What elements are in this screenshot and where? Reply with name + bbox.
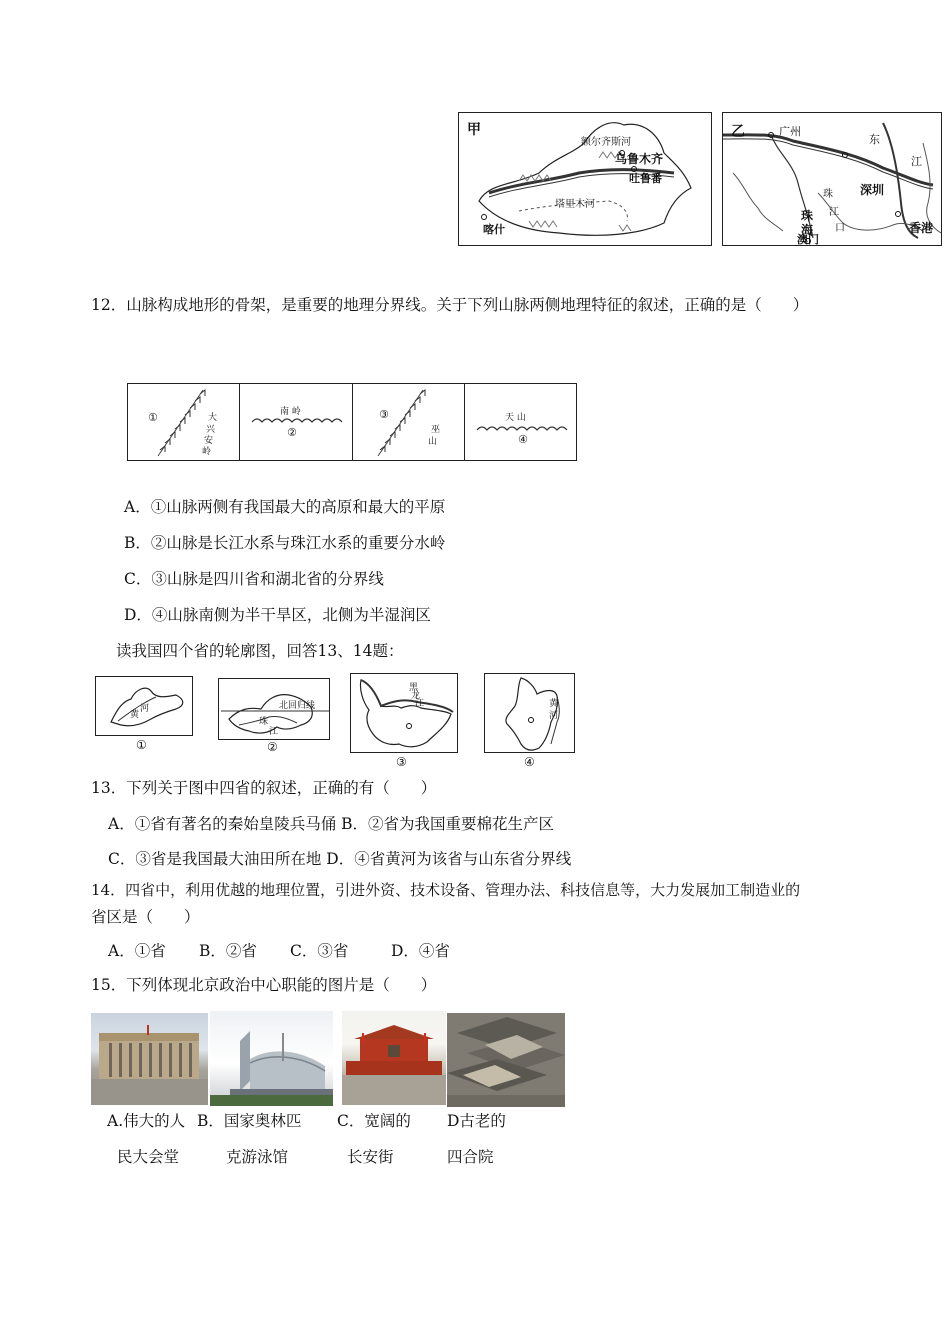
map-label-dongjiang-1: 东 bbox=[869, 133, 880, 146]
province-2-label-3: 江 bbox=[269, 727, 279, 737]
map-label-guangzhou: 广州 bbox=[779, 125, 801, 138]
q14-option-c: C．③省 bbox=[290, 942, 349, 960]
map-label-zhujiangkou-2: 江 bbox=[829, 207, 839, 218]
q12-option-b: B．②山脉是长江水系与珠江水系的重要分水岭 bbox=[124, 534, 446, 552]
province-2-label-1: 北回归线 bbox=[279, 701, 316, 711]
province-3-label-3: 江 bbox=[415, 699, 425, 709]
intro-13-14: 读我国四个省的轮廓图，回答13、14题： bbox=[116, 642, 404, 660]
province-panel-2 bbox=[218, 678, 330, 740]
q15-caption-b-line-2: 克游泳馆 bbox=[226, 1148, 289, 1166]
map-label-macau: 澳门 bbox=[797, 233, 819, 246]
q12-option-a: A．①山脉两侧有我国最大的高原和最大的平原 bbox=[124, 498, 446, 516]
province-4-label-2: 河 bbox=[549, 711, 559, 721]
province-1-label-2: 河 bbox=[140, 704, 150, 714]
q15-caption-d-line-1: D古老的 bbox=[447, 1112, 506, 1130]
panel-3-name-2: 山 bbox=[428, 437, 438, 447]
q14-option-a: A．①省 bbox=[108, 942, 166, 960]
panel-1-name-1: 大 bbox=[208, 413, 218, 423]
photo-olympic-swimming bbox=[210, 1011, 333, 1106]
panel-2-number: ② bbox=[287, 426, 297, 439]
q15-caption-b-line-1: B．国家奥林匹 bbox=[197, 1112, 302, 1130]
province-number-2: ② bbox=[267, 740, 278, 754]
q15-caption-a-line-2: 民大会堂 bbox=[117, 1148, 180, 1166]
q14-stem-line-2: 省区是（ ） bbox=[91, 908, 200, 926]
province-1-label-1: 黄 bbox=[130, 710, 140, 720]
province-number-4: ④ bbox=[524, 755, 535, 769]
map-label-urumqi: 乌鲁木齐 bbox=[615, 152, 664, 166]
map-label-zhuhai-1: 珠 bbox=[801, 209, 814, 223]
photo-siheyuan bbox=[447, 1013, 565, 1107]
q13-options-line-1: A．①省有著名的秦始皇陵兵马俑 B．②省为我国重要棉花生产区 bbox=[108, 815, 555, 833]
province-3-label-1: 黑 bbox=[409, 683, 419, 693]
panel-3-number: ③ bbox=[379, 408, 389, 421]
q12-option-c: C．③山脉是四川省和湖北省的分界线 bbox=[124, 570, 384, 588]
q13-options-line-2: C．③省是我国最大油田所在地 D．④省黄河为该省与山东省分界线 bbox=[108, 850, 572, 868]
province-number-3: ③ bbox=[396, 755, 407, 769]
q15-caption-c-line-1: C．宽阔的 bbox=[337, 1112, 411, 1130]
map-label-turpan: 吐鲁番 bbox=[629, 172, 662, 185]
map-yi-pearl-river-delta bbox=[722, 112, 942, 246]
province-panel-3 bbox=[350, 673, 458, 753]
map-label-zhuhai-2: 海 bbox=[801, 223, 814, 237]
map-label-dongjiang-2: 江 bbox=[911, 155, 922, 168]
mountain-panel-2 bbox=[239, 383, 353, 461]
q14-option-b: B．②省 bbox=[199, 942, 257, 960]
map-label-kashgar: 喀什 bbox=[483, 223, 505, 236]
panel-1-number: ① bbox=[148, 411, 158, 424]
q12-option-d: D．④山脉南侧为半干旱区，北侧为半湿润区 bbox=[124, 606, 431, 624]
panel-4-number: ④ bbox=[518, 433, 528, 446]
q15-caption-c-line-2: 长安街 bbox=[347, 1148, 394, 1166]
map-jia-tag: 甲 bbox=[467, 122, 481, 138]
q14-option-d: D．④省 bbox=[391, 942, 450, 960]
q13-stem: 13．下列关于图中四省的叙述，正确的有（ ） bbox=[91, 779, 437, 797]
panel-2-name: 南 岭 bbox=[280, 407, 301, 417]
map-yi-tag: 乙 bbox=[731, 124, 745, 140]
province-number-1: ① bbox=[136, 738, 147, 752]
province-2-label-2: 珠 bbox=[259, 717, 269, 727]
map-label-zhujiangkou-1: 珠 bbox=[823, 189, 833, 200]
q12-stem: 12．山脉构成地形的骨架，是重要的地理分界线。关于下列山脉两侧地理特征的叙述，正确的是（ ） bbox=[91, 296, 809, 314]
map-label-shenzhen: 深圳 bbox=[860, 183, 885, 197]
q14-stem-line-1: 14．四省中，利用优越的地理位置，引进外资、技术设备、管理办法、科技信息等，大力发展加工制造业的 bbox=[91, 881, 801, 899]
panel-1-name-2: 兴 bbox=[206, 425, 216, 435]
map-label-hongkong: 香港 bbox=[909, 221, 934, 235]
photo-changan-avenue bbox=[342, 1011, 446, 1105]
mountain-panel-3 bbox=[352, 383, 465, 461]
province-panel-1 bbox=[95, 676, 193, 736]
province-4-label-1: 黄 bbox=[549, 699, 559, 709]
q15-caption-a-line-1: A.伟大的人 bbox=[107, 1112, 186, 1130]
map-label-irtysh: 额尔齐斯河 bbox=[581, 137, 631, 148]
map-jia-xinjiang bbox=[458, 112, 712, 246]
province-3-label-2: 龙 bbox=[411, 691, 421, 701]
panel-4-name: 天 山 bbox=[505, 413, 526, 423]
mountain-panel-4 bbox=[464, 383, 577, 461]
panel-1-name-3: 安 bbox=[204, 436, 214, 446]
panel-3-name-1: 巫 bbox=[431, 425, 441, 435]
photo-great-hall bbox=[91, 1013, 208, 1105]
map-label-zhujiangkou-3: 口 bbox=[835, 223, 845, 234]
q15-caption-d-line-2: 四合院 bbox=[447, 1148, 494, 1166]
map-label-tarim: 塔里木河 bbox=[555, 199, 595, 210]
q15-stem: 15．下列体现北京政治中心职能的图片是（ ） bbox=[91, 976, 437, 994]
panel-1-name-4: 岭 bbox=[202, 447, 212, 457]
province-panel-4 bbox=[484, 673, 575, 753]
mountain-panel-1 bbox=[127, 383, 240, 461]
